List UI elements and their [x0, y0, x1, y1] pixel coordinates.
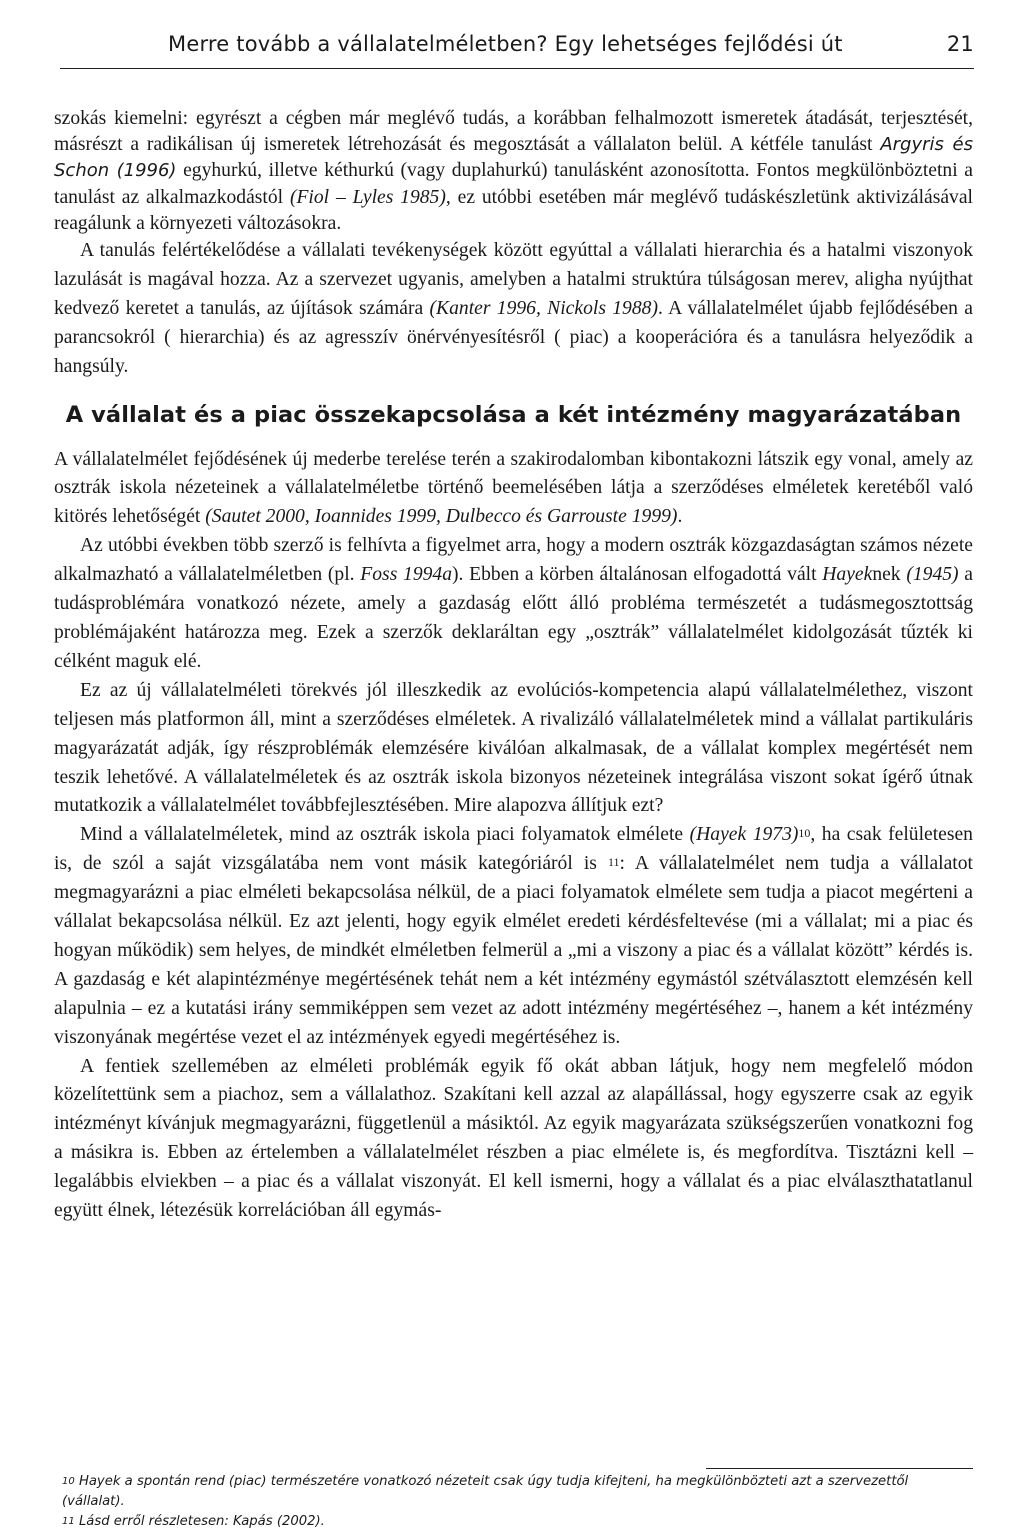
footnote-10 [54, 1472, 973, 1512]
footnote-mark: 10 [62, 1476, 75, 1487]
footnotes [54, 1472, 973, 1532]
text-run: ). Ebben a körben általánosan elfogadottá vált [452, 564, 823, 586]
footnote-text: Lásd erről részletesen: Kapás (2002). [78, 1514, 325, 1529]
paragraph-section-1 [54, 446, 973, 533]
paragraph-section-4 [54, 821, 973, 1052]
text-run: A tanulás felértékelődése a vállalati tevékenységek között egyúttal a vállalati hierarchia és a hatalmi viszonyok lazulását is magával hozza. Az a szervezet ugyanis, amelyben a hatalmi struktúra túlságosan merev, aligha nyújthat kedvező keretet a tanulás, az újítások számára [54, 240, 973, 319]
text-run: , ez utóbbi esetében már meglévő tudáskészletünk aktivizálásával reagálunk a környezeti változásokra. [54, 186, 973, 234]
citation: (Sautet 2000, Ioannides 1999, Dulbecco és Garrouste 1999) [205, 506, 678, 528]
page-number: 21 [946, 32, 974, 56]
citation: (Kanter 1996, Nickols 1988) [429, 297, 658, 319]
footnote-11 [54, 1512, 973, 1532]
citation: (Fiol – Lyles 1985) [289, 186, 446, 208]
text-run: : A vállalatelmélet nem tudja a vállalatot megmagyarázni a piac elméleti bekapcsolása nélkül, de a piaci folyamatok elmélete sem tudja a piacot megérteni a vállalat bekapcsolása nélkül. Ez azt jelenti, hogy egyik elmélet eredeti kérdésfeltevése (mi a vállalat; mi a piac és hogyan működik) sem helyes, de mindkét elméletben felmerül a „mi a viszony a piac és a vállalat között” kérdés is. A gazdaság e két alapintézménye megértésének tehát nem a két intézmény egymástól szétválasztott elemzésén kell alapulnia – ez a kutatási irány semmiképpen sem vezet az adott intézmény megértéséhez –, hanem a két intézmény viszonyának megértése vezet el az intézmények egyedi megértéséhez is. [54, 853, 973, 1048]
footnote-rule [706, 1468, 973, 1469]
citation: Foss 1994a [360, 564, 453, 586]
text-run: Mind a vállalatelméletek, mind az osztrák iskola piaci folyamatok elmélete [80, 824, 690, 846]
footnote-mark: 11 [62, 1516, 75, 1527]
body-text [54, 106, 973, 1226]
header-rule [60, 68, 974, 69]
text-run: . A vállalatelmélet újabb fejlődésében a parancsokról ( hierarchia) és az agresszív önérvényesítésről ( piac) a kooperációra és a tanulásra helyeződik a hangsúly. [54, 297, 973, 377]
text-run: A vállalatelmélet fejődésének új mederbe terelése terén a szakirodalomban kibontakozni látszik egy vonal, amely az osztrák iskola nézeteinek a vállalatelméletbe történő beemelésében látja a szerződéses elméletek keretéből való kitörés lehetőségét [54, 448, 973, 528]
paragraph-section-5: A fentiek szellemében az elméleti problémák egyik fő okát abban látjuk, hogy nem megfelelő módon közelítettünk sem a piachoz, sem a vállalathoz. Szakítani kell azzal az alapállással, hogy egyszerre csak az egyik intézményt kívánjuk megmagyarázni, függetlenül a másiktól. Az egyik magyarázata szükségszerűen vonatkozni fog a másikra is. Ebben az értelemben a vállalatelmélet részben a piac elmélete is, és megfordítva. Tisztázni kell – legalábbis elviekben – a piac és a vállalat viszonyát. El kell ismerni, hogy a vállalat és a piac elválaszthatatlanul együtt élnek, létezésük korrelációban áll egymás- [54, 1055, 973, 1222]
running-title: Merre tovább a vállalatelméletben? Egy lehetséges fejlődési út [168, 32, 843, 56]
citation: (1945) [906, 564, 959, 586]
text-run: , ha csak felületesen is, de szól a saját vizsgálatába nem vont másik kategóriáról is [54, 824, 973, 875]
text-run: . [677, 506, 683, 528]
paragraph-intro-1 [54, 106, 973, 237]
text-run: nek [872, 564, 907, 586]
section-heading: A vállalat és a piac összekapcsolása a két intézmény magyarázatában [65, 401, 962, 428]
footnote-ref-11[interactable]: 11 [607, 855, 620, 870]
citation: (Hayek 1973) [689, 824, 799, 846]
citation: Argyris és Schon (1996) [54, 134, 974, 182]
text-run: szokás kiemelni: egyrészt a cégben már meglévő tudás, a korábban felhalmozott ismeretek átadását, terjesztését, másrészt a radikálisan új ismeretek létrehozását és megosztását a vállalaton belül. A kétféle tanulást [54, 108, 973, 156]
running-header [60, 26, 974, 66]
footnote-text: Hayek a spontán rend (piac) természetére vonatkozó nézeteit csak úgy tudja kifejteni, ha megkülönbözteti azt a szervezettől (vállalat). [62, 1474, 909, 1509]
paragraph-intro-2 [54, 237, 973, 382]
citation: Hayek [822, 564, 873, 586]
text-run: egyhurkú, illetve kéthurkú (vagy duplahurkú) tanulásként azonosította. Fontos megkülönböztetni a tanulást az alkalmazkodástól [54, 160, 973, 208]
footnote-ref-10[interactable]: 10 [798, 826, 811, 841]
paragraph-section-3: Ez az új vállalatelméleti törekvés jól illeszkedik az evolúciós-kompetencia alapú vállalatelmélethez, viszont teljesen más platformon áll, mint a szerződéses elméletek. A rivalizáló vállalatelméletek mind a vállalat partikuláris magyarázatát adják, így részproblémák elemzésére kiválóan alkalmasak, de a vállalat komplex megértését nem teszik lehetővé. A vállalatelméletek és az osztrák iskola bizonyos nézeteinek integrálása viszont sokat ígérő útnak mutatkozik a vállalatelmélet továbbfejlesztésében. Mire alapozva állítjuk ezt? [54, 679, 973, 817]
paragraph-section-2 [54, 532, 973, 677]
text-run: Az utóbbi években több szerző is felhívta a figyelmet arra, hogy a modern osztrák közgazdaságtan számos nézete alkalmazható a vállalatelméletben (pl. [54, 535, 973, 586]
text-run: a tudásproblémára vonatkozó nézete, amely a gazdaság előtt álló probléma természetét a tudásmegosztottság problémájaként határozza meg. Ezek a szerzők deklaráltan egy „osztrák” vállalatelmélet kidolgozását tűzték ki célként maguk elé. [54, 564, 973, 672]
